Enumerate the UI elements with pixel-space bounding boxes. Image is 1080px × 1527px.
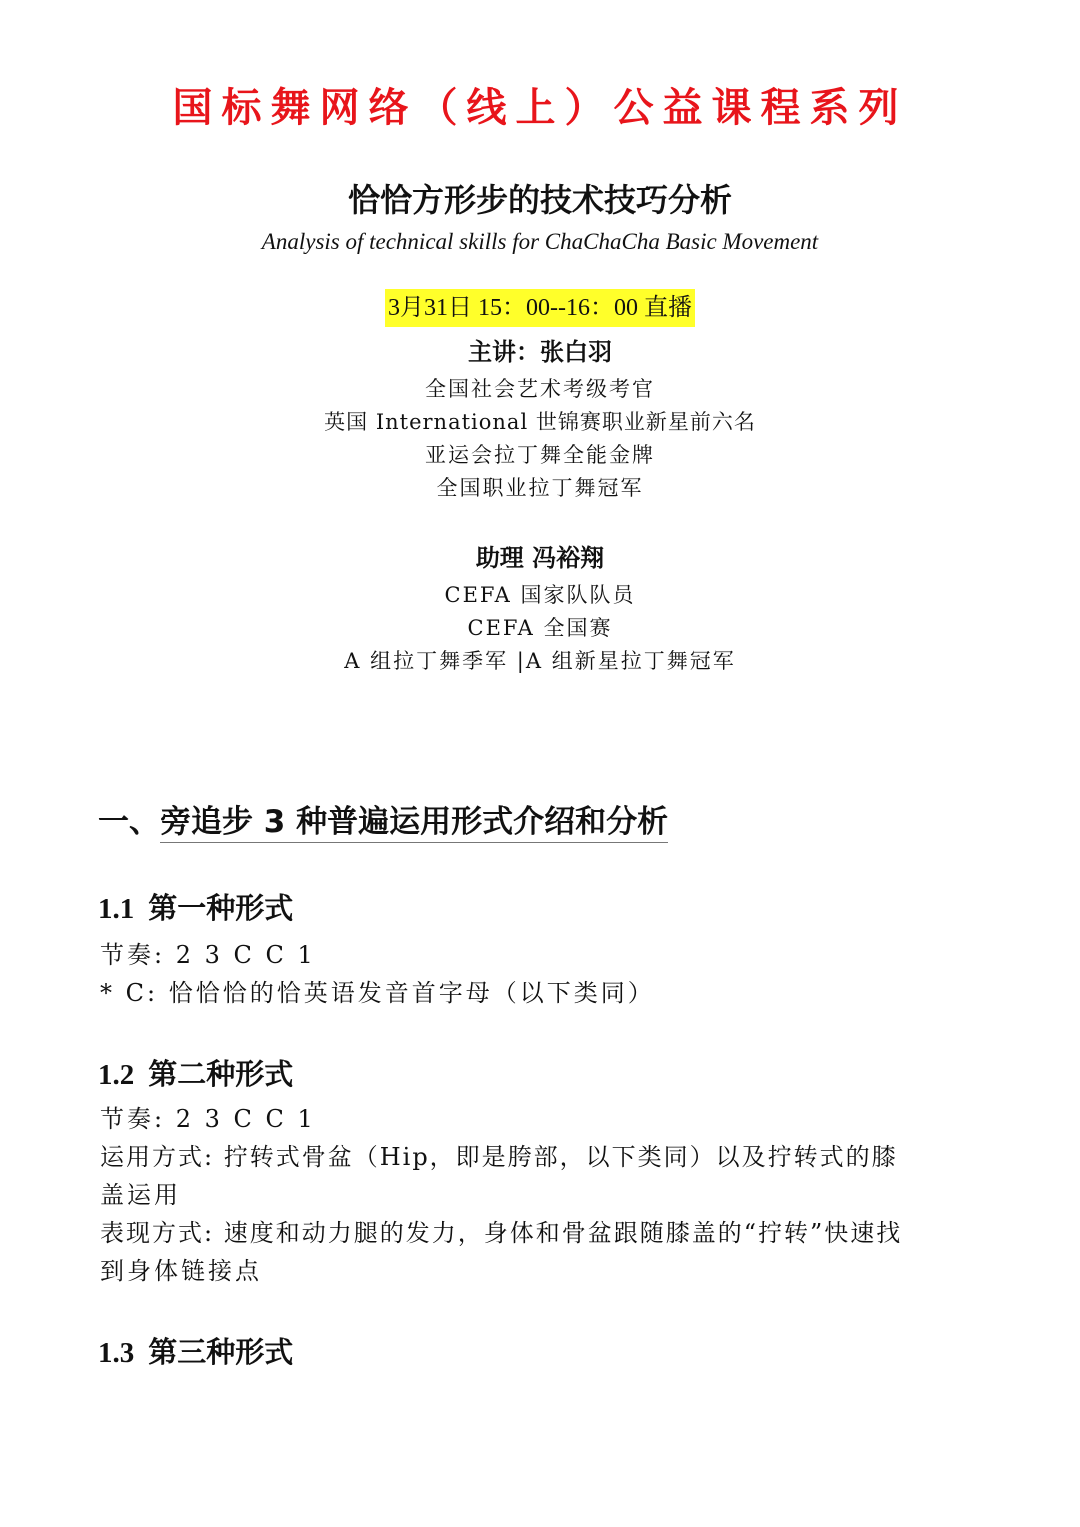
assistant-credential: CEFA 全国赛 [467,616,613,640]
body-line: 运用方式: 拧转式骨盆（Hip，即是胯部，以下类同）以及拧转式的膝 [100,1143,898,1171]
series-title: 国标舞网络（线上）公益课程系列 [172,84,908,131]
lecturer-heading: 主讲：张白羽 [468,338,612,366]
section-heading [98,800,668,844]
subsection-number: 1.1 [98,893,135,925]
lecturer-credential: 全国社会艺术考级考官 [425,377,655,401]
assistant-heading: 助理 冯裕翔 [475,544,605,572]
lecturer-credential: 全国职业拉丁舞冠军 [436,476,644,500]
body-line: 盖运用 [100,1181,181,1209]
subsection-number: 1.2 [98,1059,135,1091]
subsection-heading [98,1332,293,1373]
section-prefix: 一、 [98,804,160,840]
section-title: 旁追步 3 种普遍运用形式介绍和分析 [160,804,668,843]
body-line: 节奏: 2 3 C C 1 [100,1105,316,1133]
subsection-number: 1.3 [98,1337,135,1369]
body-line: 到身体链接点 [100,1257,262,1285]
lesson-title: 恰恰方形步的技术技巧分析 [347,181,732,219]
body-line: 表现方式: 速度和动力腿的发力，身体和骨盆跟随膝盖的“拧转”快速找 [100,1219,903,1247]
subsection-title: 第二种形式 [148,1057,294,1091]
live-time-row [0,289,1080,329]
assistant-credential: CEFA 国家队队员 [444,583,636,607]
live-time-highlight: 3月31日 15：00--16：00 直播 [385,289,695,327]
body-line: 节奏: 2 3 C C 1 [100,941,316,969]
lecturer-credential: 英国 International 世锦赛职业新星前六名 [324,410,756,434]
subsection-title: 第三种形式 [148,1335,294,1369]
lesson-subtitle: Analysis of technical skills for ChaChaCha Basic Movement [261,229,819,254]
body-line: * C: 恰恰恰的恰英语发音首字母（以下类同） [100,979,655,1007]
lecturer-credential: 亚运会拉丁舞全能金牌 [425,443,655,467]
subsection-heading [98,1054,293,1095]
assistant-credential: A 组拉丁舞季军 |A 组新星拉丁舞冠军 [344,649,736,673]
subsection-title: 第一种形式 [148,891,294,925]
subsection-heading [98,888,293,929]
